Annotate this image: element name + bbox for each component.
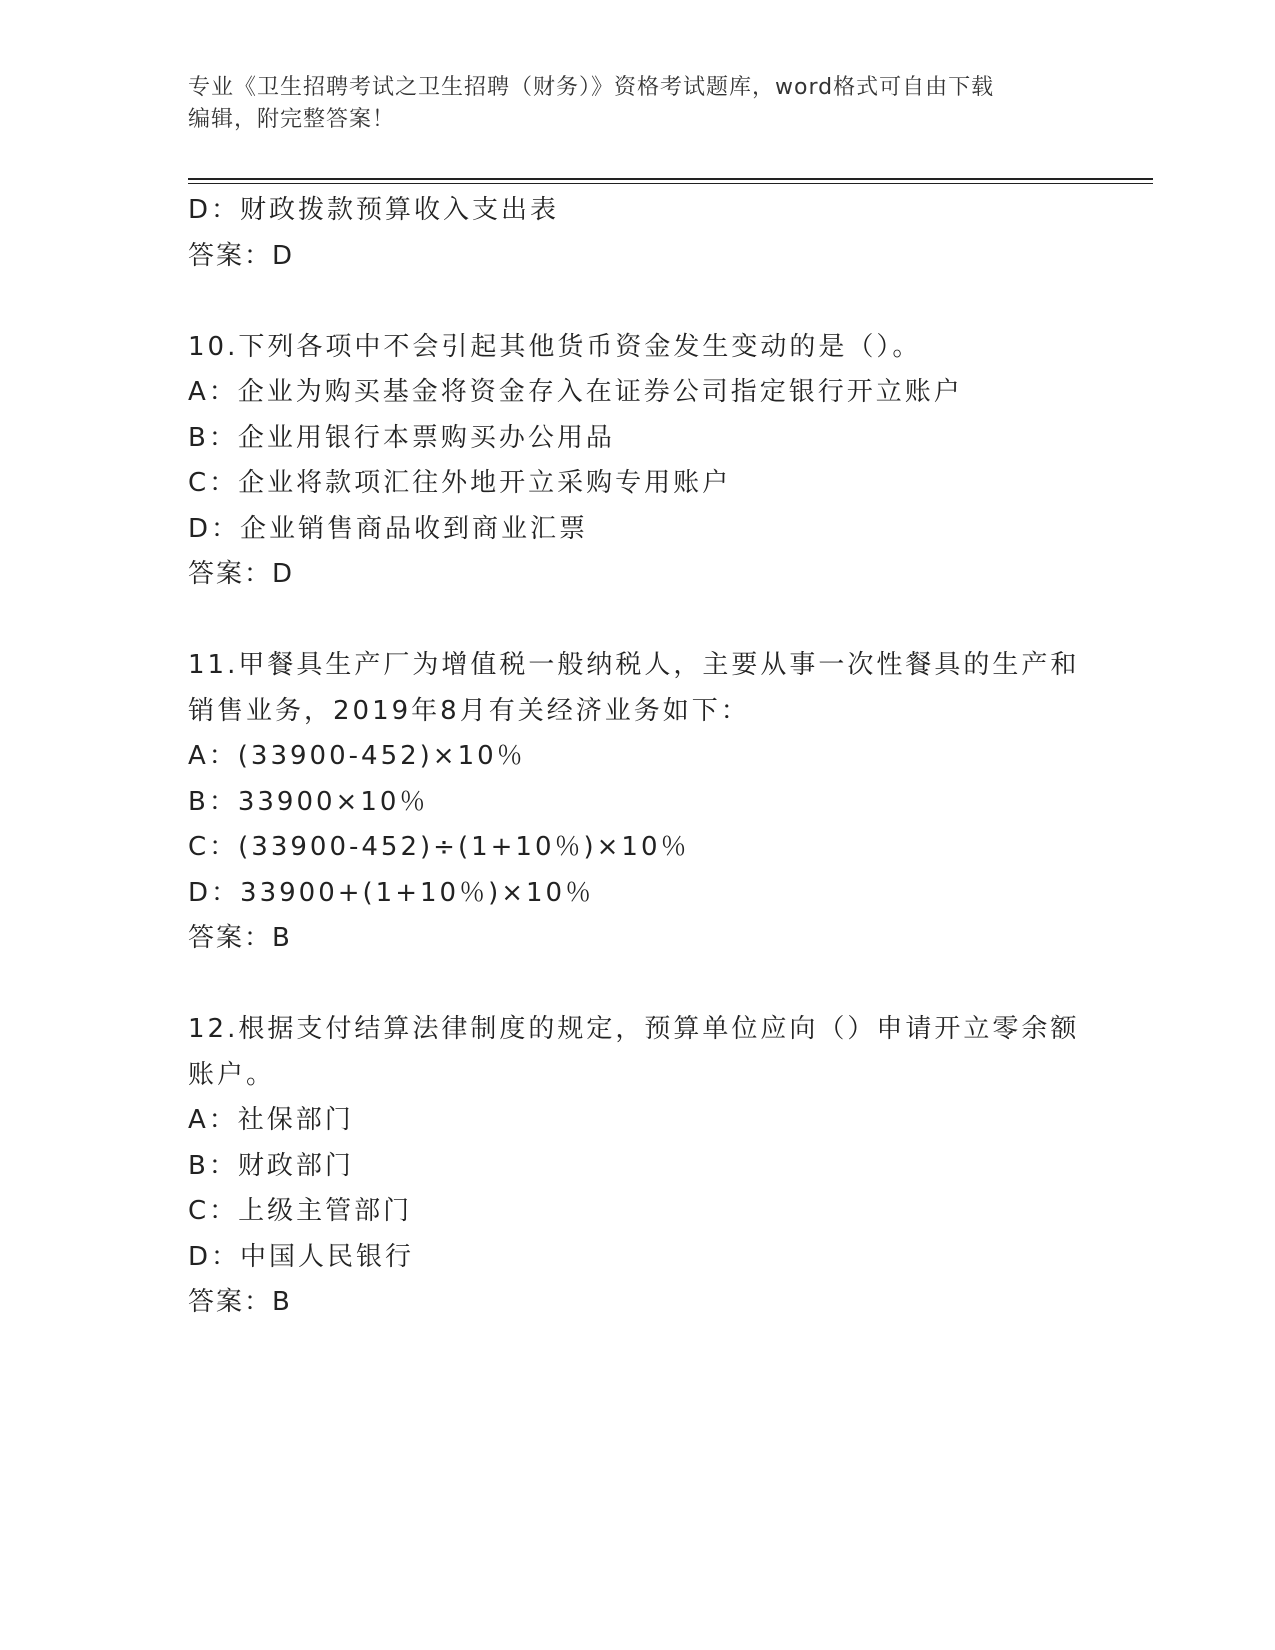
- option-d: D：企业销售商品收到商业汇票: [188, 513, 589, 544]
- option-b: B：33900×10％: [188, 786, 429, 817]
- option-a: A：(33900-452)×10％: [188, 741, 526, 771]
- spacer: [188, 962, 1088, 1008]
- answer-line: 答案：D: [188, 559, 295, 589]
- spacer: [188, 598, 1088, 644]
- option-d: D：33900+(1+10％)×10％: [188, 877, 595, 908]
- option-a: A：社保部门: [188, 1105, 354, 1135]
- answer-line: 答案：B: [188, 923, 292, 953]
- document-header: [188, 72, 1088, 136]
- answer-line: 答案：B: [188, 1287, 292, 1317]
- spacer: [188, 279, 1088, 325]
- header-line-1: 专业《卫生招聘考试之卫生招聘（财务）》资格考试题库，word格式可自由下载: [188, 75, 995, 100]
- option-b: B：企业用银行本票购买办公用品: [188, 422, 615, 453]
- question-10-block: [188, 325, 1088, 598]
- question-stem: 10.下列各项中不会引起其他货币资金发生变动的是（）。: [188, 331, 922, 362]
- option-c: C：上级主管部门: [188, 1196, 413, 1226]
- question-content: [188, 188, 1088, 1326]
- option-d: D：中国人民银行: [188, 1241, 415, 1272]
- question-stem: 11.甲餐具生产厂为增值税一般纳税人，主要从事一次性餐具的生产和: [188, 650, 1080, 680]
- header-divider-thick: [188, 178, 1153, 180]
- option-d: D：财政拨款预算收入支出表: [188, 195, 560, 225]
- question-stem: 12.根据支付结算法律制度的规定，预算单位应向（）申请开立零余额: [188, 1014, 1080, 1044]
- question-stem-continued: 账户。: [188, 1059, 276, 1090]
- question-11-block: [188, 643, 1088, 962]
- option-c: C：企业将款项汇往外地开立采购专用账户: [188, 468, 732, 498]
- header-line-2: 编辑，附完整答案！: [188, 107, 396, 132]
- answer-line: 答案：D: [188, 240, 295, 271]
- option-c: C：(33900-452)÷(1+10％)×10％: [188, 832, 690, 862]
- prev-question-block: [188, 188, 1088, 279]
- question-stem-continued: 销售业务，2019年8月有关经济业务如下：: [188, 695, 750, 726]
- question-12-block: [188, 1007, 1088, 1326]
- option-b: B：财政部门: [188, 1150, 354, 1181]
- header-divider-thin: [188, 183, 1153, 184]
- option-a: A：企业为购买基金将资金存入在证券公司指定银行开立账户: [188, 377, 963, 407]
